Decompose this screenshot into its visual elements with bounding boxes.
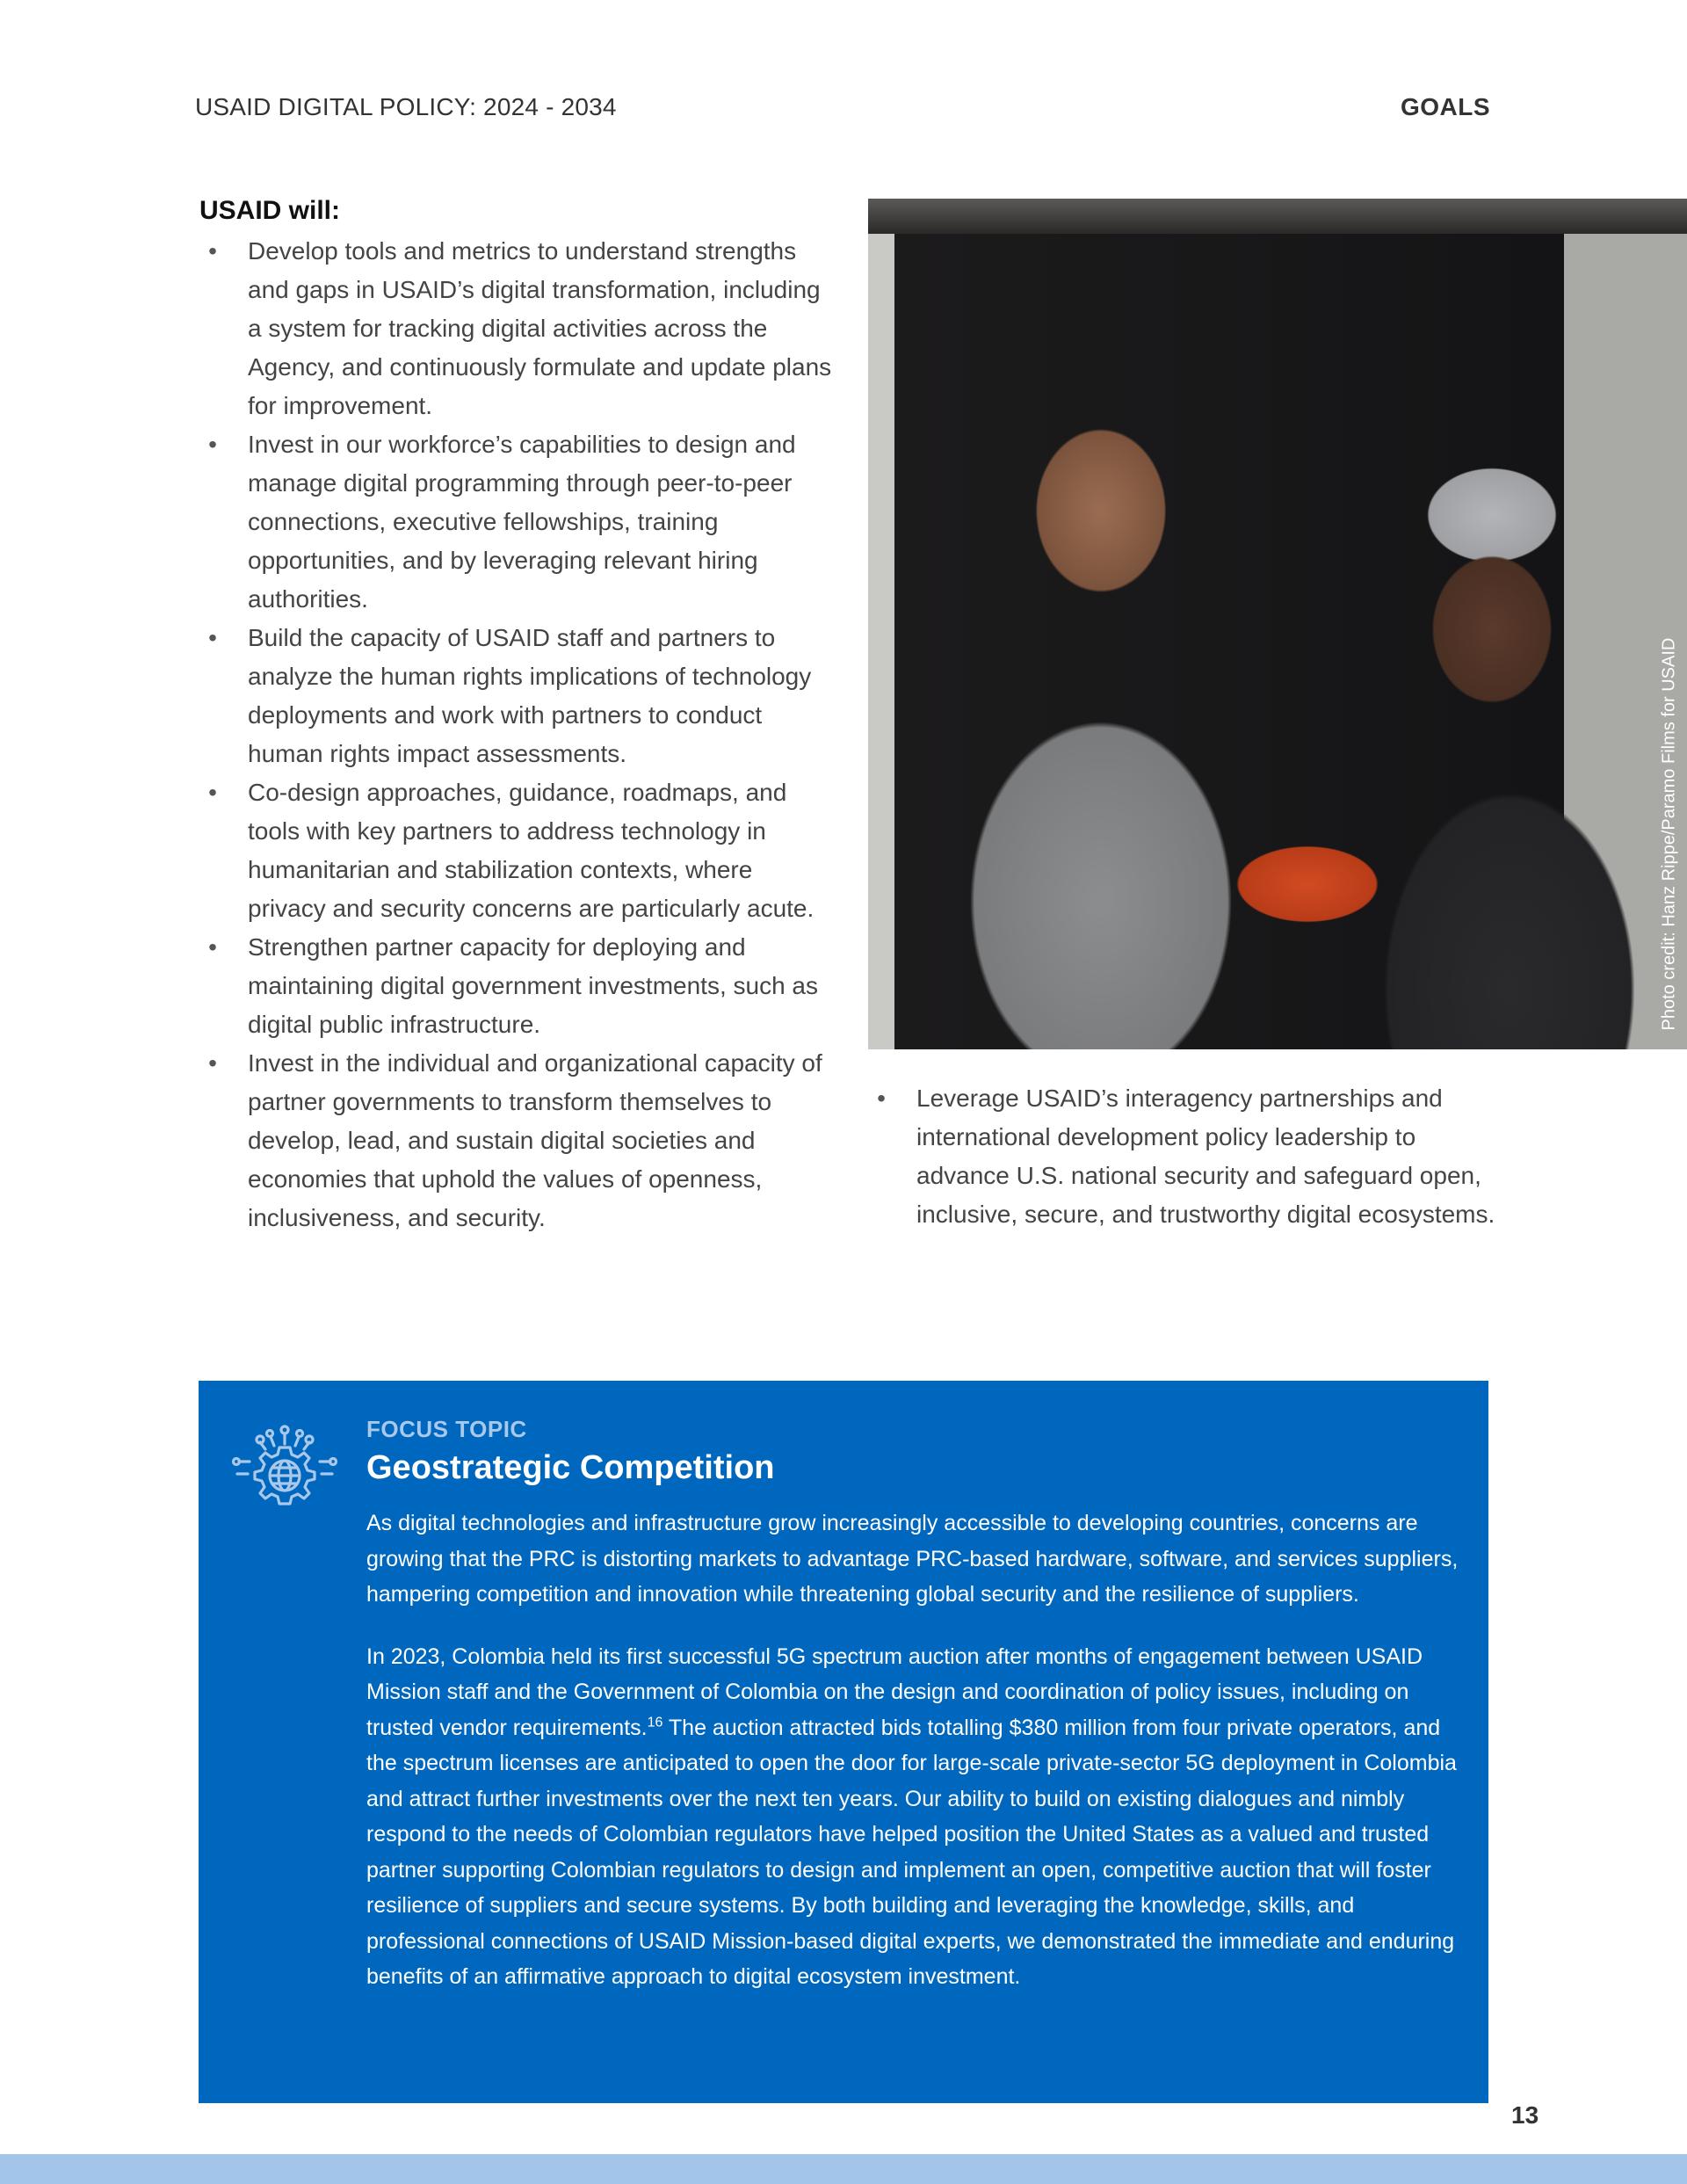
- photo-two-people-with-phones: [868, 199, 1687, 1049]
- bullet-icon: •: [208, 779, 217, 806]
- list-item: [199, 928, 832, 1044]
- list-item: [199, 1044, 832, 1237]
- photo-credit: [1652, 199, 1687, 1049]
- list-item: [199, 773, 832, 928]
- bullet-text: Invest in the individual and organizational capacity of partner governments to transform themselves to develop, lead, and sustain digital societies and economies that uphold the values of openness, inclusiveness, and security.: [248, 1049, 822, 1231]
- document-title: USAID DIGITAL POLICY: 2024 - 2034: [195, 93, 617, 120]
- focus-paragraph-2: [366, 1639, 1460, 1995]
- right-bullet-list: [868, 1079, 1501, 1234]
- focus-topic-body: [366, 1506, 1460, 2021]
- focus-paragraph-2-start: In 2023, Colombia held its first successful 5G spectrum auction after months of engagement between USAID Mission staff and the Government of Colombia on the design and coordination of policy issues, including on trusted vendor requirements.: [366, 1643, 1423, 1740]
- bottom-color-band: [0, 2154, 1687, 2184]
- bullet-icon: •: [208, 237, 217, 265]
- bullet-icon: •: [208, 1049, 217, 1077]
- list-item: [868, 1079, 1501, 1234]
- bullet-text: Leverage USAID’s interagency partnerships and international development policy leadership to advance U.S. national security and safeguard open, inclusive, secure, and trustworthy digital ecosystems.: [916, 1085, 1495, 1228]
- gear-globe-network-icon: [230, 1416, 339, 1525]
- bullet-icon: •: [208, 933, 217, 961]
- left-column: [199, 193, 832, 1237]
- bullet-icon: •: [208, 624, 217, 651]
- section-name: GOALS: [1400, 93, 1490, 120]
- list-item: [199, 619, 832, 773]
- focus-topic-title: Geostrategic Competition: [366, 1449, 775, 1486]
- left-bullet-list: [199, 232, 832, 1237]
- list-item: [199, 425, 832, 619]
- bullet-text: Build the capacity of USAID staff and partners to analyze the human rights implications of technology deployments and work with partners to conduct human rights impact assessments.: [248, 624, 812, 767]
- list-item: [199, 232, 832, 425]
- bullet-text: Invest in our workforce’s capabilities to design and manage digital programming through peer-to-peer connections, executive fellowships, training opportunities, and by leveraging relevant hiring authorities.: [248, 431, 796, 613]
- bullet-text: Develop tools and metrics to understand strengths and gaps in USAID’s digital transformation, including a system for tracking digital activities across the Agency, and continuously formulate and update plans for improvement.: [248, 237, 832, 419]
- focus-topic-label: FOCUS TOPIC: [366, 1416, 527, 1442]
- photo-credit-text: Photo credit: Hanz Rippe/Paramo Films for USAID: [1659, 637, 1679, 1031]
- right-column: [868, 1079, 1501, 1234]
- footnote-marker: 16: [647, 1715, 663, 1731]
- photo-door-frame: [868, 199, 1687, 234]
- usaid-will-heading: USAID will:: [199, 196, 341, 225]
- focus-paragraph-1: As digital technologies and infrastructure grow increasingly accessible to developing countries, concerns are growing that the PRC is distorting markets to advantage PRC-based hardware, software, and services suppliers, hampering competition and innovation while threatening global security and the resilience of suppliers.: [366, 1511, 1459, 1607]
- focus-paragraph-2-end: The auction attracted bids totalling $380 million from four private operators, and the spectrum licenses are anticipated to open the door for large-scale private-sector 5G deployment in Colombia and attract further investments over the next ten years. Our ability to build on existing dialogues and nimbly respond to the needs of Colombian regulators have helped position the United States as a valued and trusted partner supporting Colombian regulators to design and implement an open, competitive auction that will foster resilience of suppliers and secure systems. By both building and leveraging the knowledge, skills, and professional connections of USAID Mission-based digital experts, we demonstrated the immediate and enduring benefits of an affirmative approach to digital ecosystem investment.: [366, 1715, 1457, 1989]
- bullet-icon: •: [208, 431, 217, 458]
- bullet-text: Strengthen partner capacity for deploying and maintaining digital government investments, such as digital public infrastructure.: [248, 933, 819, 1038]
- bullet-icon: •: [877, 1085, 886, 1112]
- bullet-text: Co-design approaches, guidance, roadmaps, and tools with key partners to address technology in humanitarian and stabilization contexts, where privacy and security concerns are particularly acute.: [248, 779, 815, 922]
- focus-topic-box: [199, 1381, 1488, 2103]
- page-number: 13: [1511, 2101, 1539, 2129]
